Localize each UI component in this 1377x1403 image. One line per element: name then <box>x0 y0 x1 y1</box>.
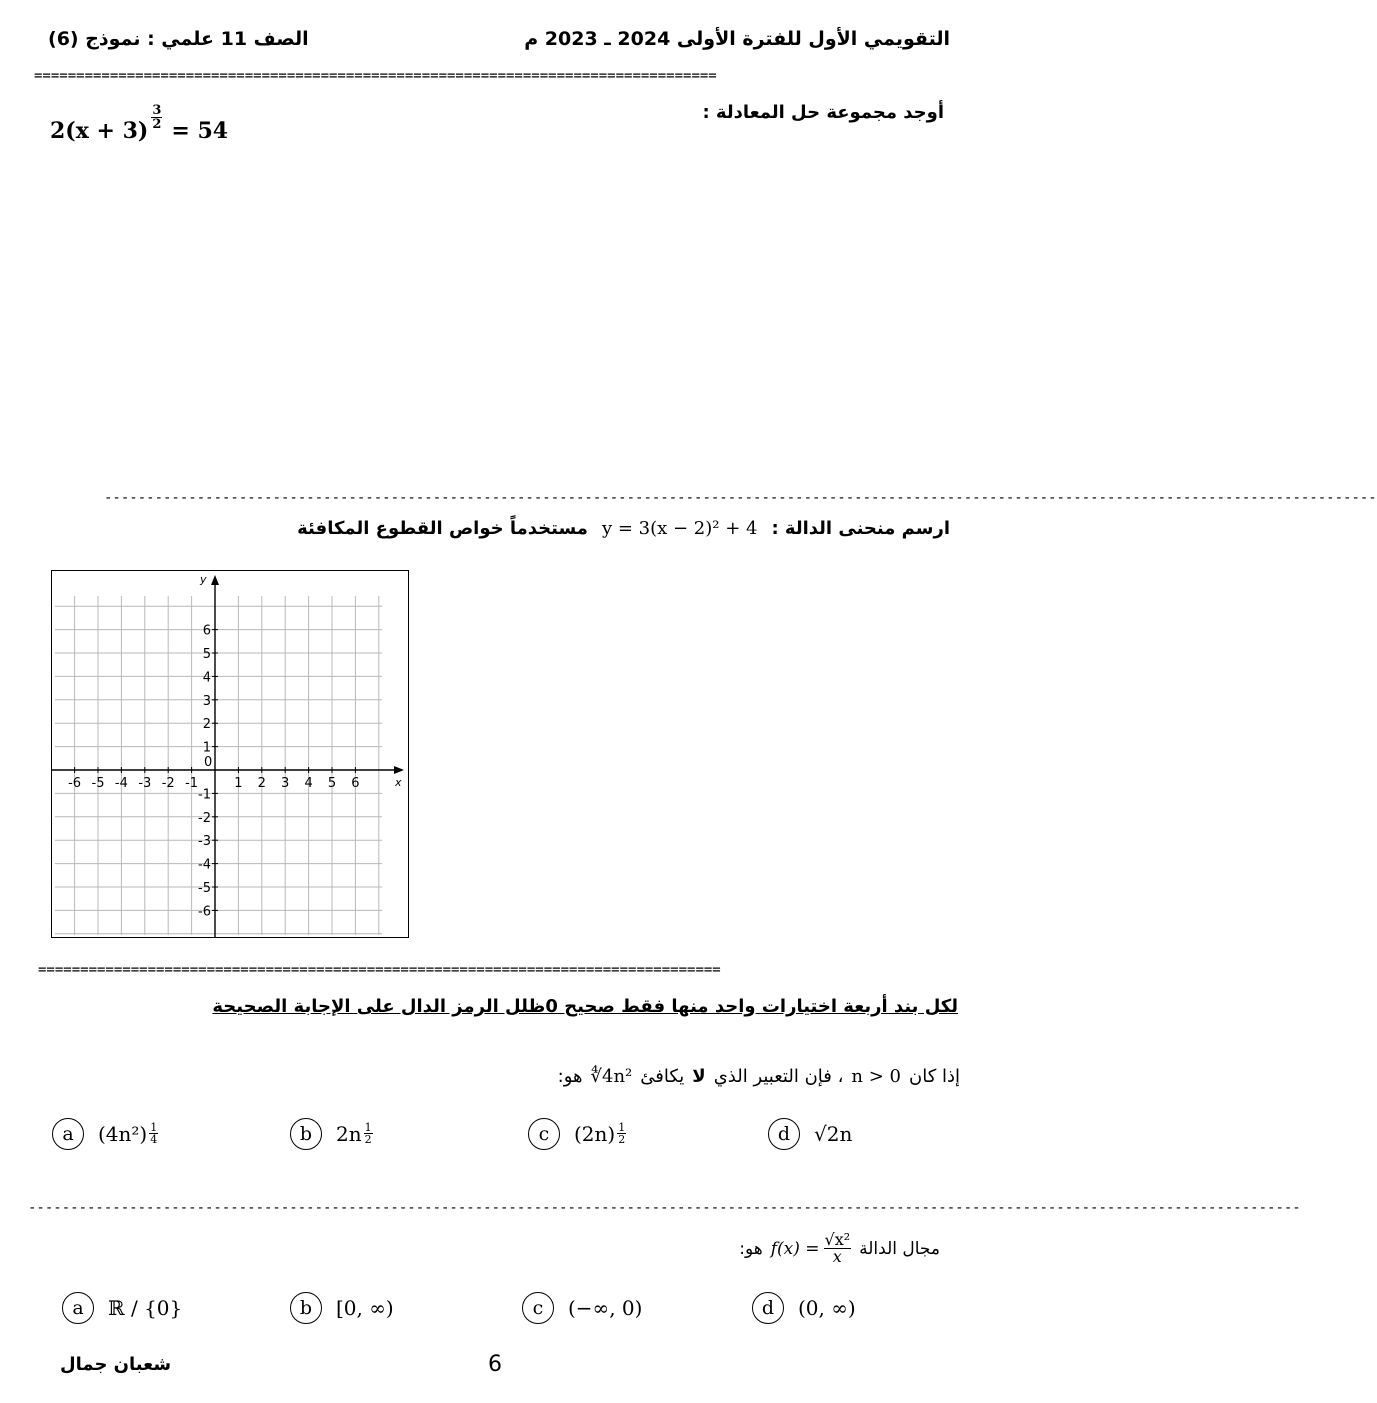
dash-separator: ------------------------------------------------------------------------------------------------------------------------------------------------------- <box>104 490 1377 506</box>
mcq1-option-c[interactable] <box>528 1118 626 1150</box>
exponent-denominator: 2 <box>152 117 162 132</box>
option-c-bubble[interactable]: c <box>522 1292 554 1324</box>
mcq1-condition: n > 0 <box>851 1066 901 1087</box>
y-tick-label: -1 <box>198 787 211 803</box>
option-b-text: 2n $\frac{1}{2}$ <box>336 1121 372 1146</box>
y-tick-label: 2 <box>202 717 211 733</box>
origin-label: 0 <box>204 755 213 770</box>
mcq1-stem-mid: ، فإن التعبير الذي <box>713 1066 844 1087</box>
x-tick-label: 5 <box>327 776 337 791</box>
mcq1-stem-after: يكافئ <box>640 1066 685 1087</box>
option-c-text: (−∞, 0) <box>568 1296 643 1320</box>
equation-rhs: = 54 <box>171 118 229 144</box>
mcq2-stem <box>739 1232 940 1265</box>
option-a-text: ℝ / {0} <box>108 1296 183 1320</box>
x-tick-label: 2 <box>257 776 266 791</box>
y-tick-label: 6 <box>202 623 211 639</box>
x-tick-label: 4 <box>304 776 313 791</box>
y-tick-label: -5 <box>198 881 211 896</box>
x-tick-label: -1 <box>185 776 199 791</box>
mcq2-option-a[interactable] <box>62 1292 182 1324</box>
coordinate-grid <box>51 570 409 938</box>
x-tick-label: -5 <box>91 776 105 791</box>
exam-title: التقويمي الأول للفترة الأولى 2024 ـ 2023 م <box>524 28 950 50</box>
question1-equation <box>50 104 228 144</box>
x-tick-label: 1 <box>234 776 243 791</box>
x-axis-label: x <box>395 776 402 789</box>
mcq1-stem-end: هو: <box>557 1066 583 1087</box>
mcq2-option-c[interactable] <box>522 1292 642 1324</box>
option-b-text: [0, ∞) <box>336 1296 394 1320</box>
author-name: شعبان جمال <box>60 1354 172 1375</box>
x-tick-label: 6 <box>351 776 360 791</box>
grid-svg <box>52 571 408 937</box>
mcq1-option-d[interactable] <box>768 1118 852 1150</box>
class-label: الصف 11 علمي : نموذج (6) <box>48 28 309 50</box>
question2-prompt <box>297 518 950 539</box>
mcq2-option-b[interactable] <box>290 1292 394 1324</box>
y-tick-label: 1 <box>202 740 211 756</box>
mcq1-option-a[interactable] <box>52 1118 158 1150</box>
y-tick-label: 3 <box>202 693 211 709</box>
option-b-bubble[interactable]: b <box>290 1292 322 1324</box>
question2-function: y = 3(x − 2)² + 4 <box>601 518 758 539</box>
y-tick-label: -6 <box>198 904 211 920</box>
question1-prompt: أوجد مجموعة حل المعادلة : <box>702 102 944 123</box>
mcq2-stem-end: هو: <box>739 1238 763 1259</box>
option-d-bubble[interactable]: d <box>752 1292 784 1324</box>
option-d-text: √2n <box>814 1122 853 1146</box>
mcq2-function <box>771 1232 851 1265</box>
mcq1-not-word: لا <box>692 1066 706 1087</box>
option-c-bubble[interactable]: c <box>528 1118 560 1150</box>
x-tick-label: -4 <box>114 776 128 791</box>
option-a-bubble[interactable]: a <box>52 1118 84 1150</box>
mcq-instruction: لكل بند أربعة اختيارات واحد منها فقط صحيح 0ظلل الرمز الدال على الإجابة الصحيحة <box>212 996 958 1017</box>
exponent-numerator: 3 <box>152 103 162 118</box>
page-number: 6 <box>488 1352 502 1377</box>
mcq2-func-num: √x² <box>824 1230 851 1249</box>
mcq2-func-fraction <box>824 1232 852 1265</box>
mcq2-option-d[interactable] <box>752 1292 856 1324</box>
x-axis-arrow <box>394 766 404 774</box>
question2-prompt-end: مستخدماً خواص القطوع المكافئة <box>297 518 588 539</box>
mcq2-func-den: x <box>832 1247 842 1266</box>
y-tick-label: -2 <box>198 810 211 826</box>
option-d-bubble[interactable]: d <box>768 1118 800 1150</box>
mcq1-option-b[interactable] <box>290 1118 373 1150</box>
mcq1-expression: ∜4n² <box>590 1066 633 1087</box>
dash-separator-2: ------------------------------------------------------------------------------------------------------------------------------------------------------- <box>28 1200 1301 1216</box>
x-tick-label: -6 <box>68 776 82 791</box>
question2-prompt-start: ارسم منحنى الدالة : <box>771 518 950 539</box>
double-separator-2: ================================================================================= <box>38 962 721 978</box>
option-d-text: (0, ∞) <box>798 1296 856 1320</box>
option-a-bubble[interactable]: a <box>62 1292 94 1324</box>
mcq1-stem-before: إذا كان <box>908 1066 960 1087</box>
y-tick-label: 5 <box>202 647 211 662</box>
equation-base: 2(x + 3) <box>50 118 149 144</box>
x-tick-label: -3 <box>138 776 152 791</box>
x-tick-label: 3 <box>281 776 290 791</box>
mcq2-stem-before: مجال الدالة <box>859 1238 940 1259</box>
y-tick-label: 4 <box>202 670 211 686</box>
mcq2-func-lhs: f(x) = <box>770 1238 820 1259</box>
option-b-bubble[interactable]: b <box>290 1118 322 1150</box>
y-axis-arrow <box>211 575 219 585</box>
equation-exponent <box>151 104 162 131</box>
mcq1-stem <box>558 1066 960 1087</box>
y-tick-label: -3 <box>198 834 211 850</box>
double-separator: ================================================================================= <box>34 68 717 84</box>
option-a-text: (4n²) $\frac{1}{4}$ <box>98 1121 158 1146</box>
option-c-text: (2n) $\frac{1}{2}$ <box>574 1121 626 1146</box>
y-tick-label: -4 <box>198 857 211 873</box>
x-tick-label: -2 <box>161 776 175 791</box>
y-axis-label: y <box>200 573 207 586</box>
